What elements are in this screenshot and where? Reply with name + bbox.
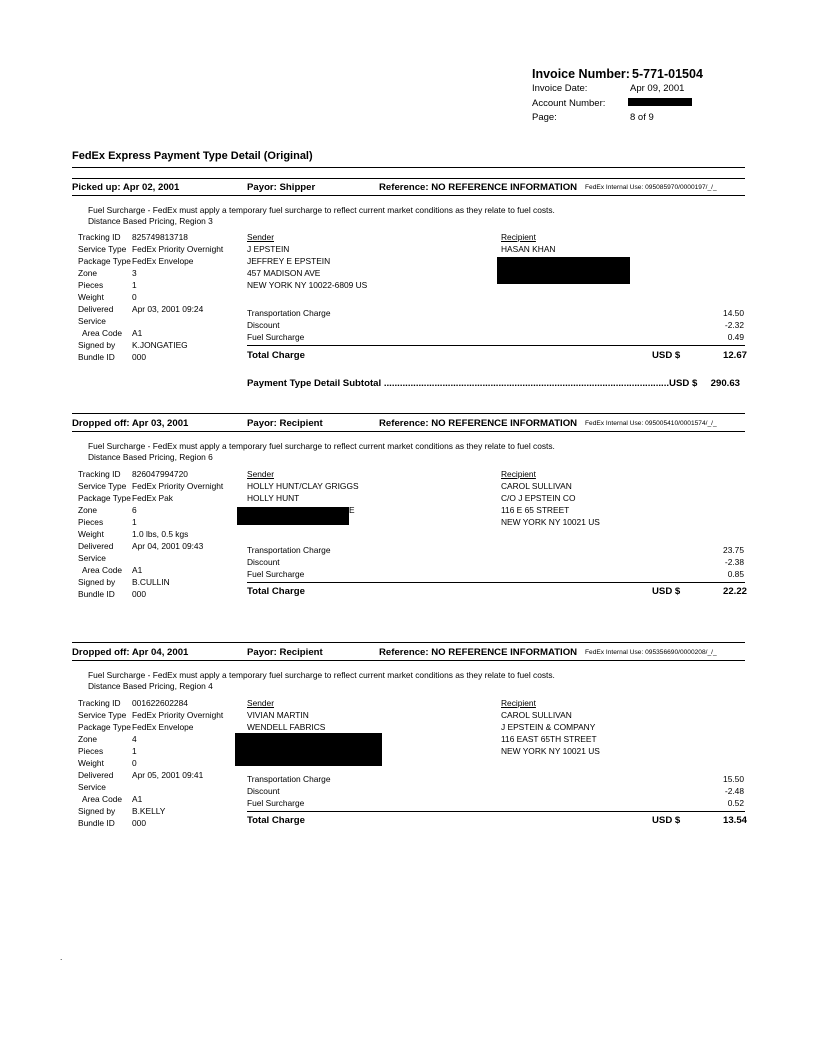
signed-by: B.KELLY [132, 806, 166, 816]
zone: 4 [132, 734, 137, 744]
zone: 6 [132, 505, 137, 515]
sender-line: HOLLY HUNT/CLAY GRIGGS [247, 481, 359, 491]
pieces: 1 [132, 746, 137, 756]
sender-address-fragment: E [349, 505, 355, 515]
bundle-id-label: Bundle ID [78, 352, 115, 362]
recipient-line: HASAN KHAN [501, 244, 556, 254]
service-type: FedEx Priority Overnight [132, 244, 224, 254]
recipient-line: 116 EAST 65TH STREET [501, 734, 597, 744]
service-type: FedEx Priority Overnight [132, 481, 224, 491]
area-code: A1 [132, 794, 143, 804]
subtotal-value: 290.63 [710, 378, 740, 389]
dropoff-date: Dropped off: Apr 04, 2001 [72, 647, 189, 658]
zone-label: Zone [78, 734, 98, 744]
account-number-redaction [628, 98, 692, 106]
delivered: Apr 03, 2001 09:24 [132, 304, 204, 314]
package-type-label: Package Type [78, 493, 131, 503]
service-type-label: Service Type [78, 481, 127, 491]
total-currency: USD $ [652, 586, 681, 597]
bundle-id-label: Bundle ID [78, 589, 115, 599]
bundle-id: 000 [132, 352, 146, 362]
package-type: FedEx Pak [132, 493, 173, 503]
weight: 1.0 lbs, 0.5 kgs [132, 529, 189, 539]
discount: -2.32 [724, 320, 744, 330]
recipient-heading: Recipient [501, 469, 536, 479]
zone: 3 [132, 268, 137, 278]
service-type-label: Service Type [78, 710, 127, 720]
recipient-line: J EPSTEIN & COMPANY [501, 722, 596, 732]
weight-label: Weight [78, 758, 104, 768]
tracking-id: 825749813718 [132, 232, 188, 242]
tracking-id-label: Tracking ID [78, 698, 121, 708]
pieces-label: Pieces [78, 280, 104, 290]
dropoff-date: Dropped off: Apr 03, 2001 [72, 418, 189, 429]
discount: -2.48 [724, 786, 744, 796]
recipient-line: CAROL SULLIVAN [501, 710, 572, 720]
bundle-id: 000 [132, 818, 146, 828]
total-charge-label: Total Charge [247, 586, 305, 597]
fuel-surcharge-note: Fuel Surcharge - FedEx must apply a temporary fuel surcharge to reflect current market conditions as they relate to fuel costs. [88, 205, 555, 215]
transportation-charge: 14.50 [723, 308, 744, 318]
section-header-rule [72, 660, 745, 661]
recipient-line: NEW YORK NY 10021 US [501, 517, 600, 527]
total-currency: USD $ [652, 815, 681, 826]
package-type: FedEx Envelope [132, 722, 194, 732]
service-label: Service [78, 782, 106, 792]
reference: Reference: NO REFERENCE INFORMATION [379, 182, 578, 193]
zone-label: Zone [78, 505, 98, 515]
sender-heading: Sender [247, 469, 275, 479]
signed-by: B.CULLIN [132, 577, 170, 587]
delivered-label: Delivered [78, 770, 114, 780]
transportation-charge: 23.75 [723, 545, 744, 555]
invoice-date: Apr 09, 2001 [630, 83, 685, 94]
invoice-number-label: Invoice Number: [532, 67, 630, 81]
sender-line: NEW YORK NY 10022-6809 US [247, 280, 368, 290]
sender-line: VIVIAN MARTIN [247, 710, 309, 720]
tracking-id: 826047994720 [132, 469, 188, 479]
section-top-rule [72, 413, 745, 414]
section-header-rule [72, 431, 745, 432]
pricing-note: Distance Based Pricing, Region 4 [88, 681, 213, 691]
fuel-surcharge: 0.49 [727, 332, 744, 342]
sender-heading: Sender [247, 698, 275, 708]
signed-by-label: Signed by [78, 577, 116, 587]
pickup-date: Picked up: Apr 02, 2001 [72, 182, 180, 193]
sender-line: JEFFREY E EPSTEIN [247, 256, 331, 266]
page-number: 8 of 9 [630, 112, 654, 123]
package-type-label: Package Type [78, 256, 131, 266]
fuel-surcharge-label: Fuel Surcharge [247, 798, 305, 808]
subtotal-label: Payment Type Detail Subtotal ...........................................................................................................USD $ [247, 378, 698, 389]
total-charge: 13.54 [722, 815, 747, 826]
area-code-label: Area Code [82, 328, 123, 338]
pieces: 1 [132, 517, 137, 527]
total-rule [247, 345, 745, 346]
recipient-address-redaction [497, 257, 630, 284]
recipient-line: NEW YORK NY 10021 US [501, 746, 600, 756]
section-top-rule [72, 642, 745, 643]
transportation-charge-label: Transportation Charge [247, 774, 331, 784]
delivered-label: Delivered [78, 304, 114, 314]
total-charge-label: Total Charge [247, 815, 305, 826]
internal-use: FedEx Internal Use: 095356690/0000208/_/_ [585, 649, 717, 656]
pieces-label: Pieces [78, 746, 104, 756]
sender-address-redaction [237, 507, 349, 525]
recipient-heading: Recipient [501, 698, 536, 708]
sender-line: WENDELL FABRICS [247, 722, 326, 732]
total-charge: 12.67 [722, 350, 747, 361]
tracking-id-label: Tracking ID [78, 232, 121, 242]
account-number-label: Account Number: [532, 98, 606, 109]
discount-label: Discount [247, 786, 280, 796]
fuel-surcharge: 0.85 [727, 569, 744, 579]
fuel-surcharge-note: Fuel Surcharge - FedEx must apply a temporary fuel surcharge to reflect current market conditions as they relate to fuel costs. [88, 441, 555, 451]
bundle-id: 000 [132, 589, 146, 599]
bundle-id-label: Bundle ID [78, 818, 115, 828]
fuel-surcharge-label: Fuel Surcharge [247, 569, 305, 579]
invoice-number: 5-771-01504 [632, 67, 703, 81]
recipient-line: 116 E 65 STREET [501, 505, 570, 515]
reference: Reference: NO REFERENCE INFORMATION [379, 418, 578, 429]
weight: 0 [132, 292, 137, 302]
area-code: A1 [132, 565, 143, 575]
fuel-surcharge: 0.52 [727, 798, 744, 808]
delivered: Apr 04, 2001 09:43 [132, 541, 204, 551]
payor: Payor: Recipient [247, 647, 323, 658]
package-type: FedEx Envelope [132, 256, 194, 266]
tracking-id: 001622602284 [132, 698, 188, 708]
weight-label: Weight [78, 529, 104, 539]
footer-mark: . [60, 952, 63, 962]
zone-label: Zone [78, 268, 98, 278]
delivered: Apr 05, 2001 09:41 [132, 770, 204, 780]
discount-label: Discount [247, 320, 280, 330]
fuel-surcharge-label: Fuel Surcharge [247, 332, 305, 342]
package-type-label: Package Type [78, 722, 131, 732]
delivered-label: Delivered [78, 541, 114, 551]
service-label: Service [78, 553, 106, 563]
recipient-line: C/O J EPSTEIN CO [501, 493, 576, 503]
transportation-charge-label: Transportation Charge [247, 308, 331, 318]
transportation-charge: 15.50 [723, 774, 744, 784]
weight-label: Weight [78, 292, 104, 302]
payor: Payor: Shipper [247, 182, 316, 193]
pieces: 1 [132, 280, 137, 290]
transportation-charge-label: Transportation Charge [247, 545, 331, 555]
signed-by-label: Signed by [78, 340, 116, 350]
service-type: FedEx Priority Overnight [132, 710, 224, 720]
reference: Reference: NO REFERENCE INFORMATION [379, 647, 578, 658]
internal-use: FedEx Internal Use: 095005410/0001574/_/_ [585, 420, 717, 427]
pricing-note: Distance Based Pricing, Region 3 [88, 216, 213, 226]
area-code: A1 [132, 328, 143, 338]
service-label: Service [78, 316, 106, 326]
invoice-date-label: Invoice Date: [532, 83, 588, 94]
sender-line: J EPSTEIN [247, 244, 290, 254]
title-divider [72, 167, 745, 168]
document-title: FedEx Express Payment Type Detail (Original) [72, 150, 313, 162]
discount: -2.38 [724, 557, 744, 567]
tracking-id-label: Tracking ID [78, 469, 121, 479]
pieces-label: Pieces [78, 517, 104, 527]
discount-label: Discount [247, 557, 280, 567]
area-code-label: Area Code [82, 565, 123, 575]
pricing-note: Distance Based Pricing, Region 6 [88, 452, 213, 462]
area-code-label: Area Code [82, 794, 123, 804]
weight: 0 [132, 758, 137, 768]
signed-by-label: Signed by [78, 806, 116, 816]
fuel-surcharge-note: Fuel Surcharge - FedEx must apply a temporary fuel surcharge to reflect current market conditions as they relate to fuel costs. [88, 670, 555, 680]
total-charge-label: Total Charge [247, 350, 305, 361]
page-label: Page: [532, 112, 557, 123]
signed-by: K.JONGATIEG [132, 340, 188, 350]
recipient-heading: Recipient [501, 232, 536, 242]
service-type-label: Service Type [78, 244, 127, 254]
sender-address-redaction [235, 733, 382, 766]
total-rule [247, 582, 745, 583]
recipient-line: CAROL SULLIVAN [501, 481, 572, 491]
internal-use: FedEx Internal Use: 095085970/0000197/_/_ [585, 184, 717, 191]
sender-heading: Sender [247, 232, 275, 242]
section-top-rule [72, 178, 745, 179]
section-header-rule [72, 195, 745, 196]
total-rule [247, 811, 745, 812]
sender-line: 457 MADISON AVE [247, 268, 321, 278]
total-currency: USD $ [652, 350, 681, 361]
total-charge: 22.22 [722, 586, 747, 597]
payor: Payor: Recipient [247, 418, 323, 429]
sender-line: HOLLY HUNT [247, 493, 300, 503]
